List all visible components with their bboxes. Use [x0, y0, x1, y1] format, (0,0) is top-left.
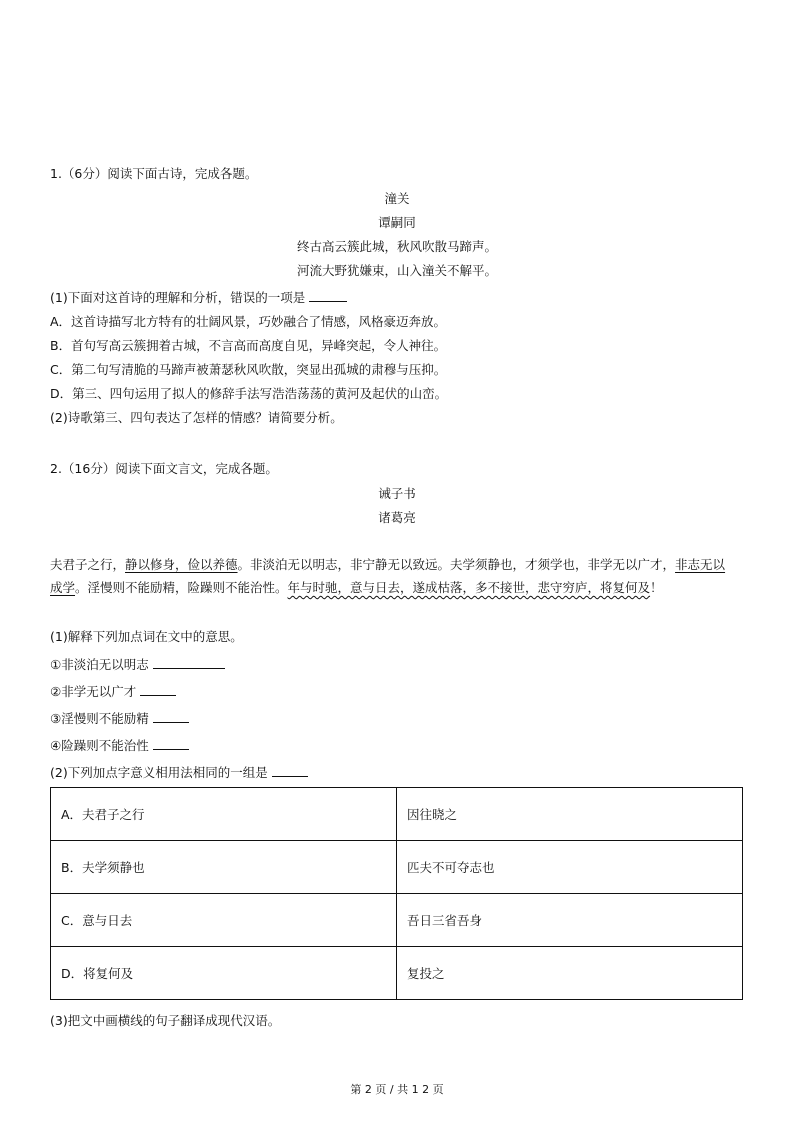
underlined-sentence-1: 静以修身，俭以养德 — [125, 557, 238, 572]
q2-heading: 2.（16分）阅读下面文言文，完成各题。 — [50, 461, 278, 476]
q2-item-1 — [50, 656, 225, 674]
answer-blank — [272, 764, 308, 777]
text-author: 诸葛亮 — [378, 510, 416, 525]
q2-sub2-text: (2)下列加点字意义相用法相同的一组是 — [50, 765, 268, 780]
table-cell: B．夫学须静也 — [51, 841, 397, 894]
table-cell: D．将复何及 — [51, 947, 397, 1000]
q1-option-a: A．这首诗描写北方特有的壮阔风景，巧妙融合了情感，风格豪迈奔放。 — [50, 314, 447, 329]
q1-sub2: (2)诗歌第三、四句表达了怎样的情感？请简要分析。 — [50, 410, 343, 425]
table-row — [51, 788, 743, 841]
poem-line-1: 终古高云簇此城，秋风吹散马蹄声。 — [296, 239, 497, 254]
poem-line-2: 河流大野犹嫌束，山入潼关不解平。 — [296, 263, 497, 278]
q1-heading: 1.（6分）阅读下面古诗，完成各题。 — [50, 166, 258, 181]
passage-part: 。非淡泊无以明志，非宁静无以致远。夫学须静也，才须学也，非学无以广才， — [237, 557, 676, 572]
underlined-sentence-2: 非志无以成学 — [50, 557, 726, 595]
passage-part: 夫君子之行， — [50, 557, 126, 572]
answer-blank — [309, 289, 347, 302]
table-cell: 复投之 — [397, 947, 743, 1000]
item-text: ②非学无以广才 — [50, 684, 137, 699]
item-text: ④险躁则不能治性 — [50, 738, 149, 753]
page-footer: 第 2 页 / 共 1 2 页 — [350, 1083, 444, 1096]
item-text: ③淫慢则不能励精 — [50, 711, 149, 726]
table-row — [51, 894, 743, 947]
q2-sub1: (1)解释下列加点词在文中的意思。 — [50, 629, 243, 644]
table-cell: 吾日三省吾身 — [397, 894, 743, 947]
q1-option-c: C．第二句写清脆的马蹄声被萧瑟秋风吹散，突显出孤城的肃穆与压抑。 — [50, 362, 447, 377]
poem-title: 潼关 — [384, 191, 410, 206]
text-title: 诫子书 — [378, 486, 416, 501]
q2-item-3 — [50, 710, 189, 728]
answer-blank — [153, 737, 189, 750]
q1-sub1-text: (1)下面对这首诗的理解和分析，错误的一项是 — [50, 290, 306, 305]
passage-part: ！ — [650, 580, 663, 595]
q2-item-4 — [50, 737, 189, 755]
passage — [50, 553, 734, 599]
passage-part: 。淫慢则不能励精，险躁则不能治性。 — [75, 580, 288, 595]
q2-item-2 — [50, 683, 176, 701]
q1-option-d: D．第三、四句运用了拟人的修辞手法写浩浩荡荡的黄河及起伏的山峦。 — [50, 386, 448, 401]
table-row — [51, 841, 743, 894]
item-text: ①非淡泊无以明志 — [50, 657, 149, 672]
answer-blank — [153, 710, 189, 723]
table-cell: C．意与日去 — [51, 894, 397, 947]
poem-author: 谭嗣同 — [378, 215, 416, 230]
table-row — [51, 947, 743, 1000]
table-cell: 匹夫不可夺志也 — [397, 841, 743, 894]
answer-blank — [140, 683, 176, 696]
table-cell: 因往晓之 — [397, 788, 743, 841]
q1-sub1 — [50, 289, 347, 307]
q2-sub3: (3)把文中画横线的句子翻译成现代汉语。 — [50, 1013, 281, 1028]
q2-sub2 — [50, 764, 308, 782]
wavy-underlined-sentence: 年与时驰，意与日去，遂成枯落，多不接世，悲守穷庐，将复何及 — [287, 580, 651, 595]
q1-option-b: B．首句写高云簇拥着古城，不言高而高度自见，异峰突起，令人神往。 — [50, 338, 447, 353]
options-table — [50, 787, 743, 1000]
answer-blank — [153, 656, 225, 669]
table-cell: A．夫君子之行 — [51, 788, 397, 841]
